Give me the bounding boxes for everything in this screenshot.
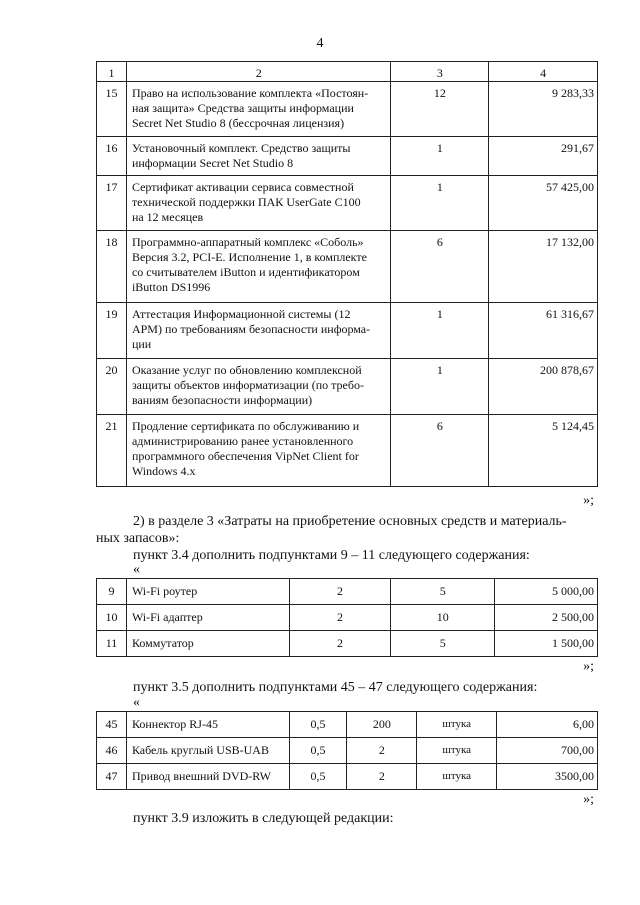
row-amount: 6,00 <box>497 712 598 738</box>
row-amount: 200 878,67 <box>489 359 598 415</box>
closing-quote-3: »; <box>583 792 594 807</box>
description-line: Secret Net Studio 8 (бессрочная лицензия) <box>131 116 345 130</box>
description-line: Право на использование комплекта «Постоян- <box>131 86 369 100</box>
row-number: 45 <box>97 712 127 738</box>
row-amount: 57 425,00 <box>489 176 598 231</box>
page-number: 4 <box>316 36 324 51</box>
row-value-3: 2 <box>289 605 391 631</box>
row-number: 17 <box>97 176 127 231</box>
row-number: 21 <box>97 415 127 487</box>
row-value-3: 0,5 <box>289 712 347 738</box>
header-cell: 1 <box>97 62 127 82</box>
description-line: Продление сертификата по обслуживанию и <box>131 419 360 433</box>
row-quantity: 1 <box>391 137 489 176</box>
opening-quote-1: « <box>133 562 140 577</box>
description-line: технической поддержки ПАК UserGate C100 <box>131 195 361 209</box>
row-amount: 5 000,00 <box>495 579 598 605</box>
row-amount: 61 316,67 <box>489 303 598 359</box>
description-line: ции <box>131 337 152 351</box>
row-amount: 700,00 <box>497 738 598 764</box>
row-value-4: 2 <box>347 738 417 764</box>
table-row <box>97 415 598 487</box>
row-amount: 2 500,00 <box>495 605 598 631</box>
table-row <box>97 712 598 738</box>
row-value-3: 2 <box>289 631 391 657</box>
description-line: Оказание услуг по обновлению комплексной <box>131 363 362 377</box>
row-name: Привод внешний DVD-RW <box>126 764 289 790</box>
table-row <box>97 176 598 231</box>
row-description <box>126 303 391 359</box>
row-description <box>126 82 391 137</box>
row-name: Кабель круглый USB-UAB <box>126 738 289 764</box>
row-value-3: 2 <box>289 579 391 605</box>
row-quantity: 1 <box>391 303 489 359</box>
description-line: Программно-аппаратный комплекс «Соболь» <box>131 235 364 249</box>
row-amount: 3500,00 <box>497 764 598 790</box>
row-value-4: 10 <box>391 605 495 631</box>
closing-quote-2: »; <box>583 659 594 674</box>
description-line: Аттестация Информационной системы (12 <box>131 307 351 321</box>
description-line: программного обеспечения VipNet Client for <box>131 449 359 463</box>
row-number: 10 <box>97 605 127 631</box>
row-number: 46 <box>97 738 127 764</box>
section-paragraph-line2: ных запасов»: <box>96 531 180 546</box>
row-description <box>126 231 391 303</box>
table-row <box>97 738 598 764</box>
header-cell: 3 <box>391 62 489 82</box>
section-paragraph-line1: 2) в разделе 3 «Затраты на приобретение основных средств и материаль- <box>133 514 567 529</box>
table-point-3-4 <box>96 578 598 657</box>
row-number: 9 <box>97 579 127 605</box>
row-number: 47 <box>97 764 127 790</box>
row-number: 11 <box>97 631 127 657</box>
point-3-4-text: пункт 3.4 дополнить подпунктами 9 – 11 следующего содержания: <box>133 548 530 563</box>
row-description <box>126 137 391 176</box>
description-line: со считывателем iButton и идентификатором <box>131 265 360 279</box>
row-number: 16 <box>97 137 127 176</box>
description-line: на 12 месяцев <box>131 210 204 224</box>
row-number: 19 <box>97 303 127 359</box>
row-value-4: 5 <box>391 579 495 605</box>
row-name: Wi-Fi адаптер <box>126 605 289 631</box>
row-value-4: 5 <box>391 631 495 657</box>
row-quantity: 1 <box>391 176 489 231</box>
row-quantity: 6 <box>391 415 489 487</box>
header-cell: 2 <box>126 62 391 82</box>
description-line: информации Secret Net Studio 8 <box>131 156 294 170</box>
row-amount: 5 124,45 <box>489 415 598 487</box>
description-line: администрированию ранее установленного <box>131 434 354 448</box>
row-description <box>126 415 391 487</box>
row-value-3: 0,5 <box>289 764 347 790</box>
point-3-5-text: пункт 3.5 дополнить подпунктами 45 – 47 следующего содержания: <box>133 680 538 695</box>
header-cell: 4 <box>489 62 598 82</box>
row-amount: 9 283,33 <box>489 82 598 137</box>
opening-quote-2: « <box>133 695 140 710</box>
description-line: Версия 3.2, PCI-E. Исполнение 1, в комплекте <box>131 250 367 264</box>
closing-quote-1: »; <box>583 493 594 508</box>
row-quantity: 12 <box>391 82 489 137</box>
table-point-3-5 <box>96 711 598 790</box>
main-cost-table <box>96 61 598 487</box>
description-line: АРМ) по требованиям безопасности информа- <box>131 322 371 336</box>
table-row <box>97 231 598 303</box>
table-row <box>97 82 598 137</box>
table-row <box>97 764 598 790</box>
table-row <box>97 579 598 605</box>
table-row <box>97 303 598 359</box>
row-amount: 291,67 <box>489 137 598 176</box>
row-name: Wi-Fi роутер <box>126 579 289 605</box>
row-number: 20 <box>97 359 127 415</box>
table-row <box>97 359 598 415</box>
table-row <box>97 631 598 657</box>
description-line: Сертификат активации сервиса совместной <box>131 180 354 194</box>
row-number: 15 <box>97 82 127 137</box>
row-value-4: 2 <box>347 764 417 790</box>
row-name: Коммутатор <box>126 631 289 657</box>
table-row <box>97 605 598 631</box>
description-line: Установочный комплект. Средство защиты <box>131 141 351 155</box>
table-row <box>97 137 598 176</box>
row-value-4: 200 <box>347 712 417 738</box>
row-quantity: 1 <box>391 359 489 415</box>
table-header-row <box>97 62 598 82</box>
description-line: ная защита» Средства защиты информации <box>131 101 354 115</box>
row-amount: 17 132,00 <box>489 231 598 303</box>
row-unit: штука <box>417 712 497 738</box>
row-description <box>126 176 391 231</box>
description-line: ваниям безопасности информации) <box>131 393 313 407</box>
row-quantity: 6 <box>391 231 489 303</box>
description-line: iButton DS1996 <box>131 280 211 294</box>
point-3-9-text: пункт 3.9 изложить в следующей редакции: <box>133 811 394 826</box>
row-name: Коннектор RJ-45 <box>126 712 289 738</box>
row-amount: 1 500,00 <box>495 631 598 657</box>
row-value-3: 0,5 <box>289 738 347 764</box>
row-unit: штука <box>417 738 497 764</box>
description-line: Windows 4.x <box>131 464 196 478</box>
row-number: 18 <box>97 231 127 303</box>
description-line: защиты объектов информатизации (по требо- <box>131 378 364 392</box>
row-description <box>126 359 391 415</box>
row-unit: штука <box>417 764 497 790</box>
